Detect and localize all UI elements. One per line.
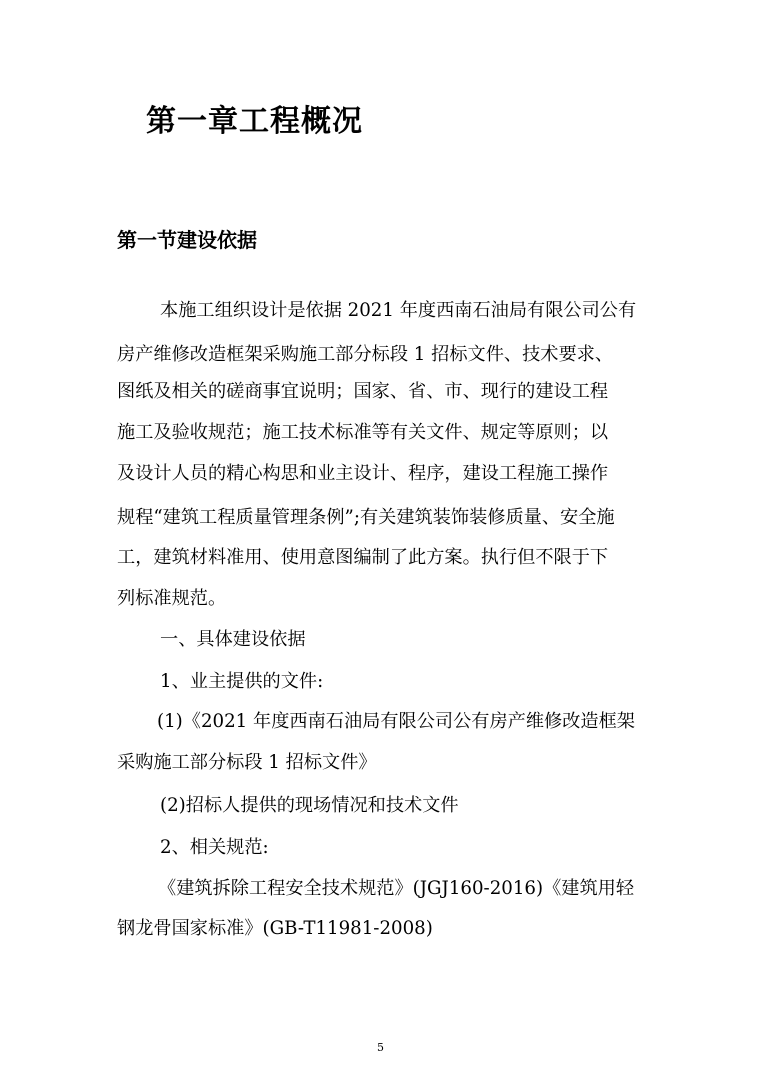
owner-doc-line: (1)《2021 年度西南石油局有限公司公有房产维修改造框架	[157, 711, 635, 732]
standards-heading: 2、相关规范:	[160, 837, 269, 858]
paragraph-line: 工，建筑材料准用、使用意图编制了此方案。执行但不限于下	[117, 547, 609, 568]
basis-heading: 一、具体建设依据	[160, 629, 306, 650]
page-number: 5	[377, 1041, 384, 1054]
paragraph-line: 本施工组织设计是依据 2021 年度西南石油局有限公司公有	[160, 300, 637, 321]
paragraph-line: 图纸及相关的磋商事宜说明；国家、省、市、现行的建设工程	[117, 381, 609, 402]
paragraph-line: 及设计人员的精心构思和业主设计、程序，建设工程施工操作	[117, 463, 609, 484]
paragraph-line: 列标准规范。	[117, 588, 227, 609]
section-title: 第一节建设依据	[117, 228, 257, 252]
chapter-title: 第一章工程概况	[146, 104, 363, 139]
owner-docs-heading: 1、业主提供的文件:	[160, 671, 324, 692]
owner-doc-line: 采购施工部分标段 1 招标文件》	[117, 752, 377, 773]
paragraph-line: 规程“建筑工程质量管理条例”;有关建筑装饰装修质量、安全施	[117, 507, 615, 528]
owner-doc-item-2: (2)招标人提供的现场情况和技术文件	[160, 795, 459, 816]
standards-line: 《建筑拆除工程安全技术规范》(JGJ160-2016)《建筑用轻	[158, 878, 635, 899]
paragraph-line: 施工及验收规范；施工技术标准等有关文件、规定等原则；以	[117, 422, 609, 443]
paragraph-line: 房产维修改造框架采购施工部分标段 1 招标文件、技术要求、	[117, 344, 614, 365]
standards-line: 钢龙骨国家标准》(GB-T11981-2008)	[117, 918, 433, 939]
